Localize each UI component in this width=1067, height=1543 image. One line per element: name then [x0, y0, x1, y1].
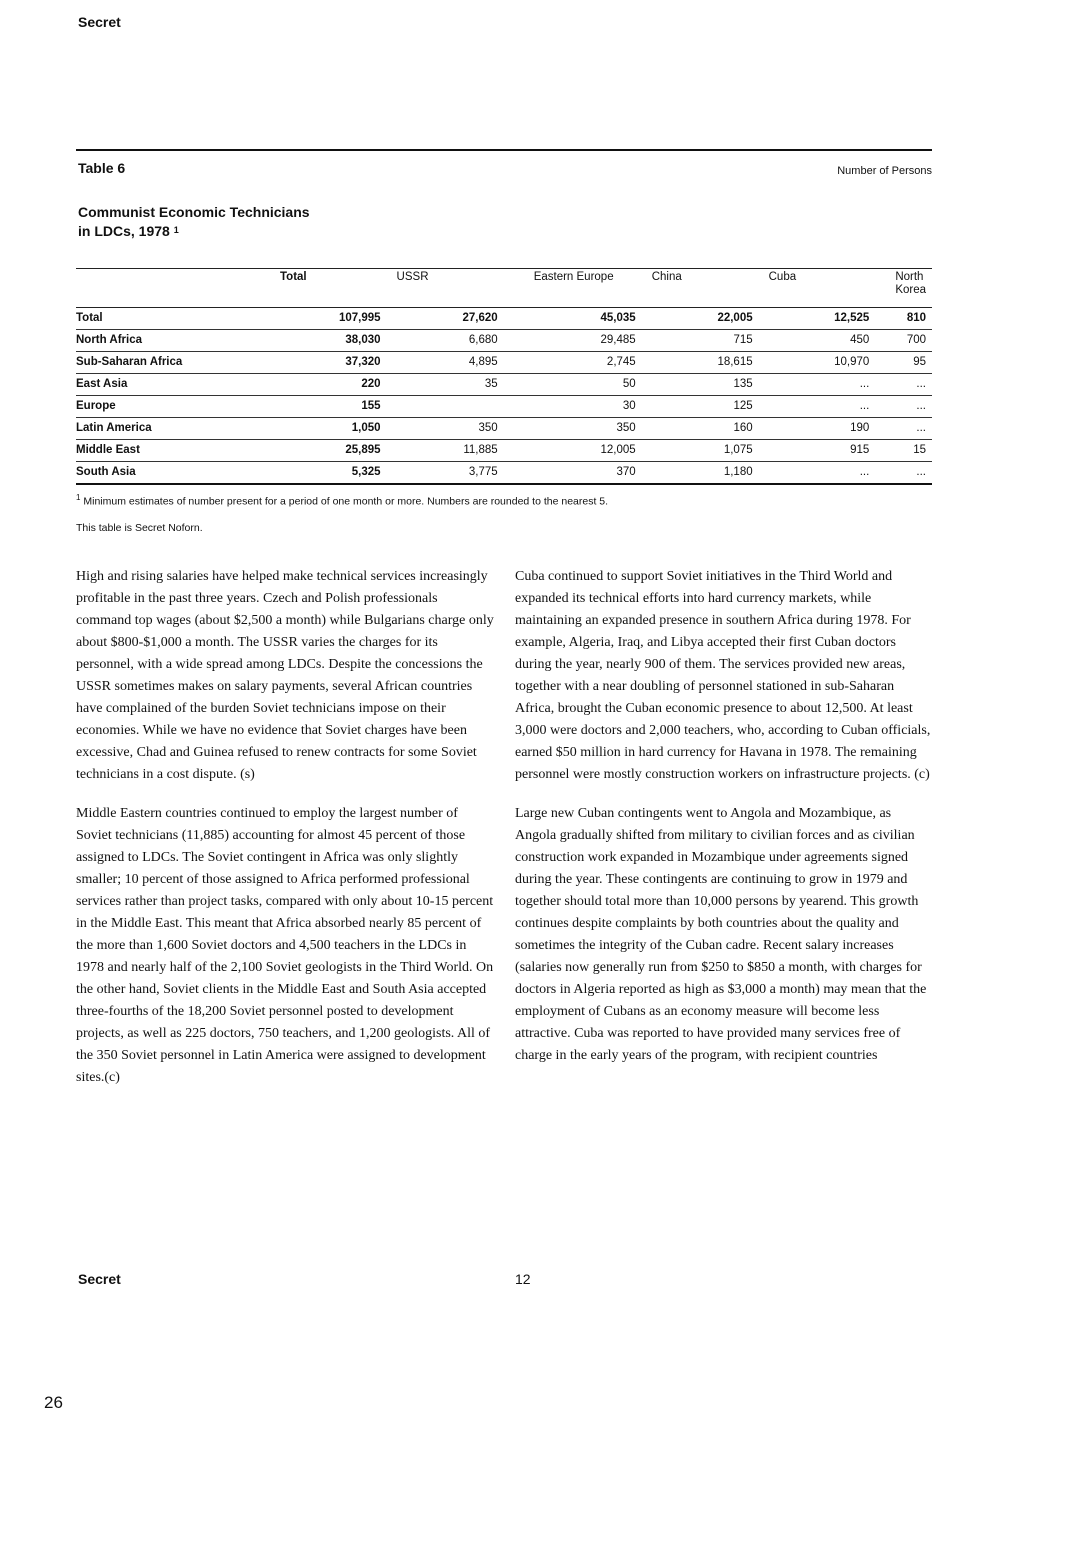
cell-eastern-europe: 50 — [504, 374, 642, 396]
row-label: Sub-Saharan Africa — [76, 352, 260, 374]
cell-eastern-europe: 12,005 — [504, 440, 642, 462]
file-page-number: 26 — [44, 1393, 63, 1412]
table-row — [76, 462, 932, 485]
cell-total: 155 — [260, 396, 387, 418]
cell-cuba: ... — [759, 374, 876, 396]
col-header-ussr: USSR — [387, 269, 504, 308]
cell-china: 1,180 — [642, 462, 759, 485]
table-row — [76, 440, 932, 462]
body-column-right — [515, 566, 933, 1084]
table-title-line2: in LDCs, 1978 $^1$ — [78, 223, 179, 239]
cell-cuba: 190 — [759, 418, 876, 440]
table-row — [76, 396, 932, 418]
cell-north-korea: 810 — [875, 308, 932, 330]
cell-cuba: ... — [759, 396, 876, 418]
cell-ussr: 35 — [387, 374, 504, 396]
table-classification-note: This table is Secret Noforn. — [76, 522, 203, 534]
cell-north-korea: 15 — [875, 440, 932, 462]
cell-cuba: 915 — [759, 440, 876, 462]
table-label: Table 6 — [78, 160, 126, 176]
cell-cuba: 450 — [759, 330, 876, 352]
cell-eastern-europe: 350 — [504, 418, 642, 440]
cell-total: 37,320 — [260, 352, 387, 374]
cell-north-korea: ... — [875, 462, 932, 485]
row-label: North Africa — [76, 330, 260, 352]
cell-total: 220 — [260, 374, 387, 396]
col-header-region — [76, 269, 260, 308]
cell-total: 38,030 — [260, 330, 387, 352]
cell-ussr: 3,775 — [387, 462, 504, 485]
cell-north-korea: 700 — [875, 330, 932, 352]
cell-china: 1,075 — [642, 440, 759, 462]
cell-china: 135 — [642, 374, 759, 396]
cell-total: 25,895 — [260, 440, 387, 462]
row-label: Europe — [76, 396, 260, 418]
cell-ussr: 11,885 — [387, 440, 504, 462]
cell-china: 125 — [642, 396, 759, 418]
cell-china: 22,005 — [642, 308, 759, 330]
paragraph: Cuba continued to support Soviet initiatives in the Third World and expanded its technical efforts into hard currency markets, while maintaining an expanded presence in southern Africa during 1978. For example, Algeria, Iraq, and Libya accepted their first Cuban doctors during the year, nearly 900 of them. The services provided new areas, together with a near doubling of personnel stationed in sub-Saharan Africa, brought the Cuban economic presence to about 12,500. At least 3,000 were doctors and 2,000 teachers, who, according to Cuban officials, earned $50 million in hard currency for Havana in 1978. The remaining personnel were mostly construction workers on infrastructure projects. (c) — [515, 569, 931, 782]
cell-total: 1,050 — [260, 418, 387, 440]
cell-china: 715 — [642, 330, 759, 352]
footer-classification: Secret — [78, 1271, 121, 1287]
cell-eastern-europe: 29,485 — [504, 330, 642, 352]
cell-north-korea: ... — [875, 374, 932, 396]
table-header-row — [76, 269, 932, 308]
cell-north-korea: ... — [875, 396, 932, 418]
cell-china: 18,615 — [642, 352, 759, 374]
row-label: South Asia — [76, 462, 260, 485]
table-title-line1: Communist Economic Technicians — [78, 204, 310, 220]
cell-ussr: 6,680 — [387, 330, 504, 352]
col-header-cuba: Cuba — [759, 269, 876, 308]
cell-north-korea: ... — [875, 418, 932, 440]
cell-cuba: 10,970 — [759, 352, 876, 374]
cell-ussr: 4,895 — [387, 352, 504, 374]
table-row — [76, 330, 932, 352]
cell-china: 160 — [642, 418, 759, 440]
table-title — [78, 203, 310, 241]
document-page-number: 12 — [515, 1271, 531, 1287]
table-row — [76, 418, 932, 440]
technicians-table — [76, 268, 932, 485]
cell-ussr: 350 — [387, 418, 504, 440]
table-footnote: $^1$ Minimum estimates of number present for a period of one month or more. Numbers are rounded to the nearest 5. — [76, 493, 609, 508]
cell-total: 5,325 — [260, 462, 387, 485]
row-label: East Asia — [76, 374, 260, 396]
paragraph: Middle Eastern countries continued to employ the largest number of Soviet technicians (11,885) accounting for almost 45 percent of those assigned to LDCs. The Soviet contingent in Africa was only slightly smaller; 10 percent of those assigned to Africa performed professional services rather than project tasks, compared with only about 10-15 percent in the Middle East. This meant that Africa absorbed nearly 85 percent of the more than 1,600 Soviet doctors and 4,500 teachers in the LDCs in 1978 and nearly half of the 2,100 Soviet geologists in the Third World. On the other hand, Soviet clients in the Middle East and South Asia accepted three-fourths of the 18,200 Soviet personnel posted to development projects, as well as 225 doctors, 750 teachers, and 1,200 geologists. All of the 350 Soviet personnel in Latin America were assigned to development sites.(c) — [76, 806, 494, 1085]
cell-north-korea: 95 — [875, 352, 932, 374]
row-label: Total — [76, 308, 260, 330]
cell-eastern-europe: 2,745 — [504, 352, 642, 374]
cell-cuba: ... — [759, 462, 876, 485]
col-header-china: China — [642, 269, 759, 308]
paragraph: Large new Cuban contingents went to Angola and Mozambique, as Angola gradually shifted from military to civilian forces and as civilian construction work expanded in Mozambique under agreements signed during the year. These contingents are continuing to grow in 1979 and together should total more than 10,000 persons by yearend. This growth continues despite complaints by both countries about the quality and sometimes the integrity of the Cuban cadre. Recent salary increases (salaries now generally run from $250 to $850 a month, with charges for doctors in Algeria reported as high as $3,000 a month) may mean that the employment of Cubans as an economy measure will become less attractive. Cuba was reported to have provided many services free of charge in the early years of the program, with recipient countries — [515, 806, 927, 1063]
table-title-note-mark: 1 — [173, 225, 179, 235]
cell-eastern-europe: 30 — [504, 396, 642, 418]
paragraph: High and rising salaries have helped make technical services increasingly profitable in the past three years. Czech and Polish professionals command top wages (about $2,500 a month) while Bulgarians charge only about $800-$1,000 a month. The USSR varies the charges for its personnel, with a wide spread among LDCs. Despite the concessions the USSR sometimes makes on salary payments, several African countries have complained of the burden Soviet technicians impose on their economies. While we have no evidence that Soviet charges have been excessive, Chad and Guinea refused to renew contracts for some Soviet technicians in a cost dispute. (s) — [76, 569, 494, 782]
col-header-total: Total — [260, 269, 387, 308]
table-row — [76, 352, 932, 374]
body-column-left — [76, 566, 494, 1106]
table-units: Number of Persons — [837, 165, 932, 177]
cell-eastern-europe: 370 — [504, 462, 642, 485]
cell-ussr — [387, 396, 504, 418]
table-row — [76, 374, 932, 396]
footnote-mark: 1 — [76, 493, 81, 502]
cell-cuba: 12,525 — [759, 308, 876, 330]
header-classification: Secret — [78, 14, 121, 30]
cell-ussr: 27,620 — [387, 308, 504, 330]
col-header-eastern-europe: Eastern Europe — [504, 269, 642, 308]
cell-eastern-europe: 45,035 — [504, 308, 642, 330]
table-row — [76, 308, 932, 330]
cell-total: 107,995 — [260, 308, 387, 330]
row-label: Middle East — [76, 440, 260, 462]
row-label: Latin America — [76, 418, 260, 440]
col-header-north-korea: North Korea — [875, 269, 932, 308]
table-top-rule — [76, 149, 932, 151]
